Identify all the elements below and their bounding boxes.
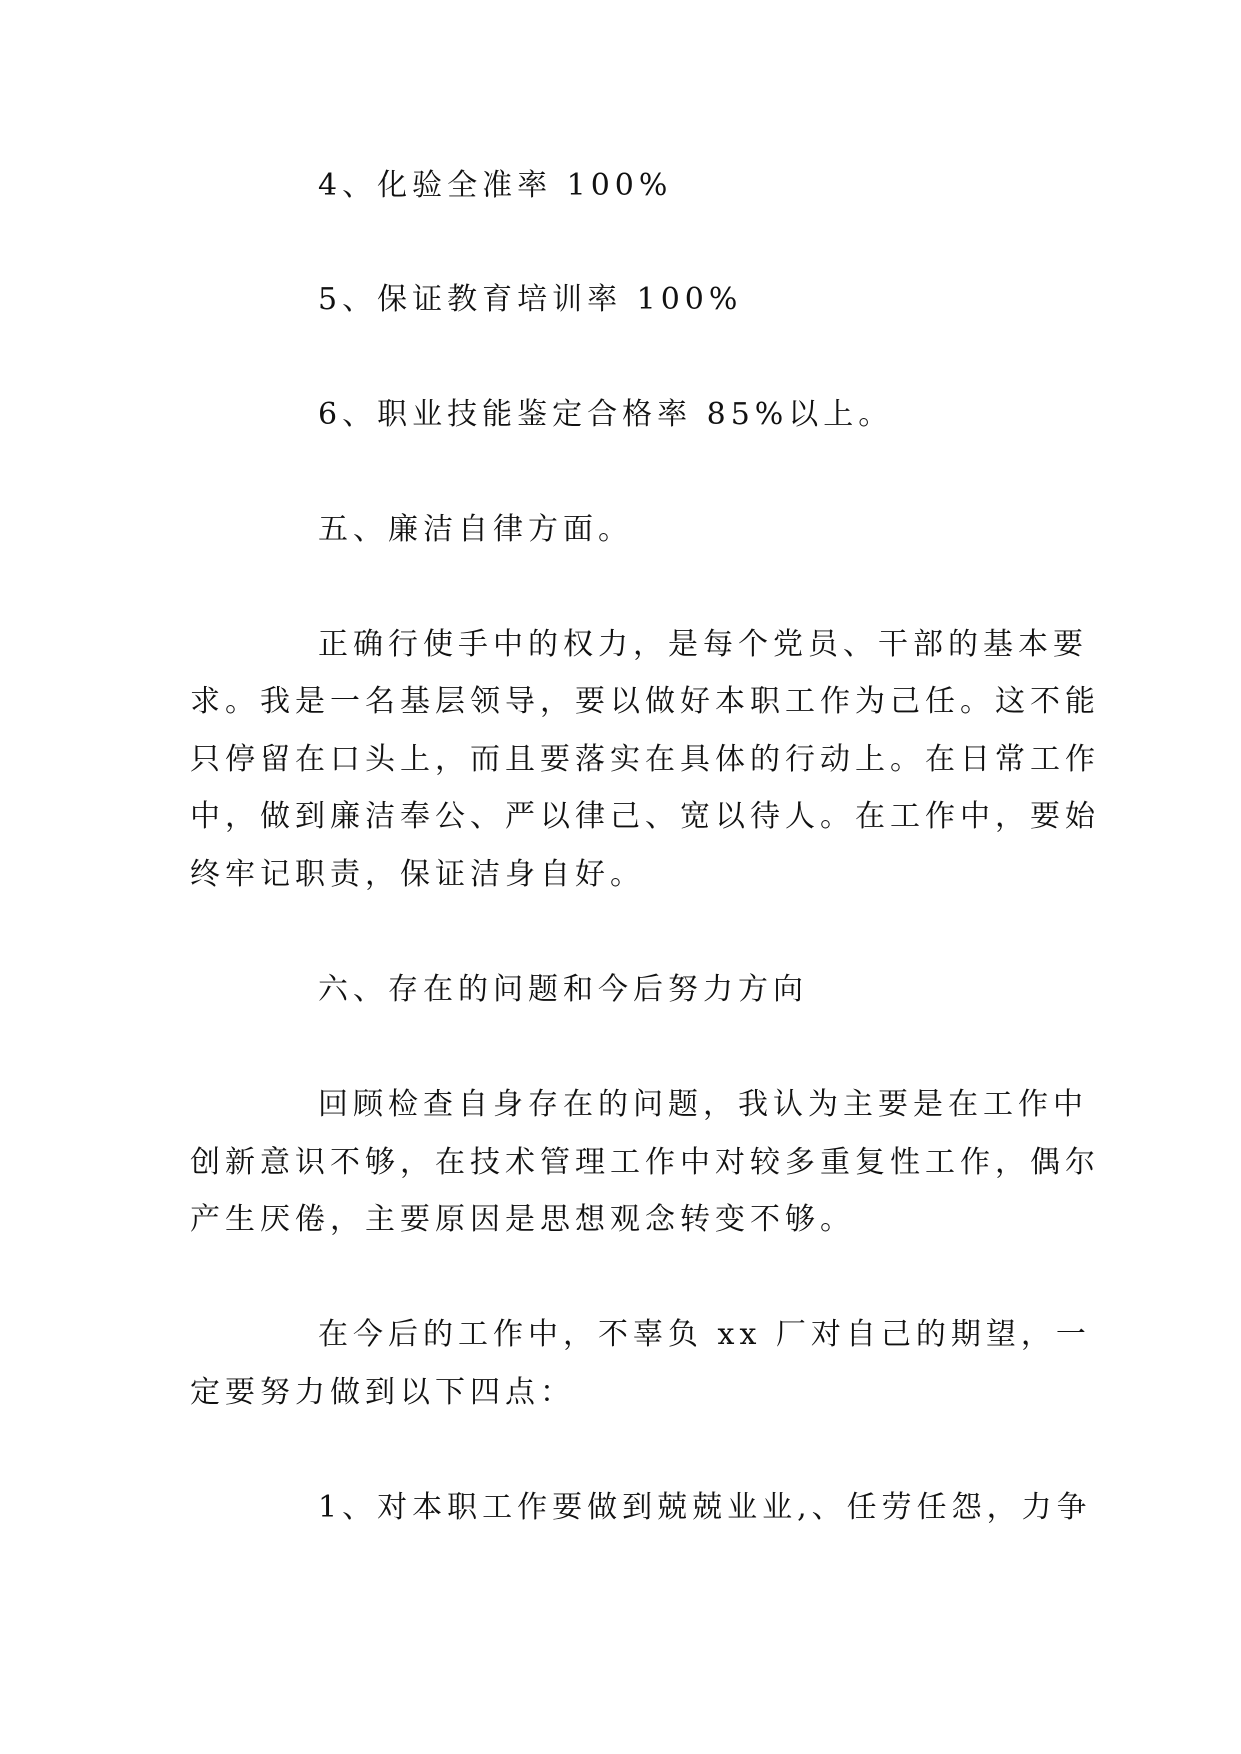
paragraph-line: 产生厌倦，主要原因是思想观念转变不够。	[190, 1202, 855, 1237]
paragraph-line: 创新意识不够，在技术管理工作中对较多重复性工作，偶尔	[190, 1145, 1100, 1180]
list-item-6: 6、职业技能鉴定合格率 85%以上。	[318, 397, 894, 432]
paragraph-line: 正确行使手中的权力，是每个党员、干部的基本要	[318, 627, 1088, 662]
list-item-4: 4、化验全准率 100%	[318, 168, 673, 203]
paragraph-line: 求。我是一名基层领导，要以做好本职工作为己任。这不能	[190, 684, 1100, 719]
list-item-1: 1、对本职工作要做到兢兢业业,、任劳任怨，力争	[318, 1490, 1092, 1525]
section-heading-5: 五、廉洁自律方面。	[318, 512, 633, 547]
paragraph-line: 终牢记职责，保证洁身自好。	[190, 857, 645, 892]
paragraph-line: 中，做到廉洁奉公、严以律己、宽以待人。在工作中，要始	[190, 799, 1100, 834]
paragraph-line: 回顾检查自身存在的问题，我认为主要是在工作中	[318, 1087, 1088, 1122]
paragraph-line: 只停留在口头上，而且要落实在具体的行动上。在日常工作	[190, 742, 1100, 777]
paragraph-line: 定要努力做到以下四点：	[190, 1375, 575, 1410]
list-item-5: 5、保证教育培训率 100%	[318, 282, 743, 317]
section-heading-6: 六、存在的问题和今后努力方向	[318, 972, 808, 1007]
paragraph-line: 在今后的工作中，不辜负 xx 厂对自己的期望，一	[318, 1317, 1091, 1352]
